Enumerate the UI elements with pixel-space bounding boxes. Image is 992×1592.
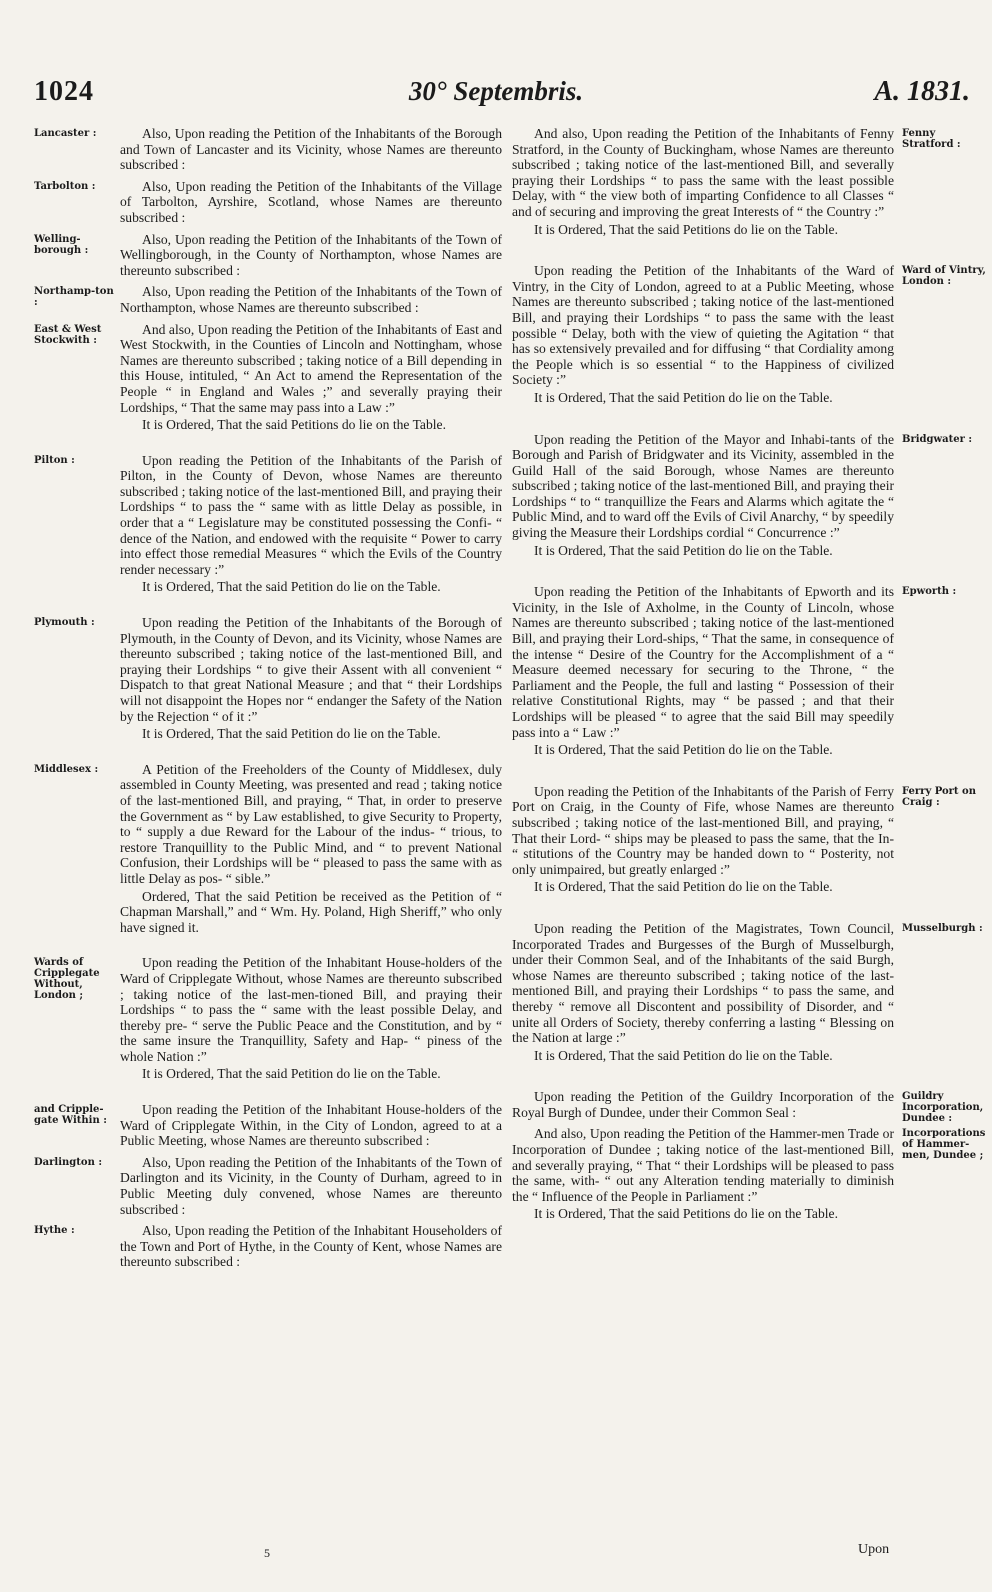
margin-note: Ferry Port on Craig :: [902, 785, 976, 808]
margin-note: Wards of Cripplegate Without, London ;: [34, 957, 100, 1002]
entry-hythe: [34, 1223, 502, 1270]
petition-text: Upon reading the Petition of the Inhabitant House-holders of the Ward of Cripplegate Without, whose Names are thereunto subscribed ; taking notice of the last-men-tioned Bill, and praying their Lordships “ to pass the “ same with the least possible Delay, and thereby pre- “ serve the Public Peace and the Constitution, and by “ the same insure the Tranquillity, Safety and Hap- “ piness of the whole Nation :”: [120, 955, 502, 1064]
entry-wellingborough: [34, 231, 502, 279]
entry-musselburgh: [512, 920, 983, 1063]
petition-text: Upon reading the Petition of the Inhabitants of the Ward of Vintry, in the City of London, agreed to at a Public Meeting, whose Names are thereunto subscribed ; taking notice of the last-mentioned Bill, and praying their Lordships “ to pass the same with the least possible “ Delay, both with the view of quieting the Agitation “ that has so extensively prevailed and for diffusing “ that Cordiality among the People which is so essential “ to the Happiness of civilized Society :”: [512, 263, 894, 388]
order-text: It is Ordered, That the said Petition do lie on the Table.: [534, 879, 833, 895]
petition-text: Also, Upon reading the Petition of the Inhabitants of the Town of Northampton, whose Names are thereunto subscribed :: [120, 284, 502, 315]
petition-text: A Petition of the Freeholders of the County of Middlesex, duly assembled in County Meeting, was presented and read ; taking notice of the last-mentioned Bill, and praying, “ That, in order to preserve the Government as “ by Law established, to give Security to Property, to “ supply a due Reward for the Labour of the indus- “ trious, to restore Tranquillity to the Public Mind, and “ to prevent National Confusion, their Lordships will be “ pleased to pass the same with as little Delay as pos- “ sible.”: [120, 761, 502, 886]
signature-mark: 5: [264, 1546, 270, 1560]
right-column: [512, 126, 986, 1228]
petition-text: Upon reading the Petition of the Inhabitant House-holders of the Ward of Cripplegate Within, in the City of London, agreed to at a Public Meeting, whose Names are thereunto subscribed :: [120, 1102, 502, 1149]
margin-note: Lancaster :: [34, 128, 97, 139]
margin-note: Plymouth :: [34, 617, 95, 629]
entry-pilton: [34, 452, 502, 595]
entry-lancaster: [34, 126, 502, 173]
entry-middlesex: [34, 761, 502, 936]
margin-note: Tarbolton :: [34, 180, 96, 192]
petition-text: Upon reading the Petition of the Inhabitants of the Borough of Plymouth, in the County of Devon, and its Vicinity, whose Names are thereunto subscribed ; taking notice of the last-mentioned Bill, and praying their Lordships “ to give their Assent with all convenient “ Dispatch to that great National Measure ; and that “ their Lordships will not disappoint the Hopes nor “ endanger the Safety of the Nation by the Rejection “ of it :”: [120, 615, 502, 724]
order-text: It is Ordered, That the said Petitions do lie on the Table.: [534, 1206, 838, 1222]
entry-northampton: [34, 284, 502, 315]
petition-text: And also, Upon reading the Petition of the Inhabitants of East and West Stockwith, in the Counties of Lincoln and Nottingham, whose Names are thereunto subscribed ; taking notice of a Bill depending in this House, intituled, “ An Act to amend the Representation of the People “ in England and Wales ;” and severally praying their Lordships, “ That the same may pass into a Law :”: [120, 321, 502, 415]
page-number: 1024: [34, 76, 94, 107]
margin-note: Northamp-ton :: [34, 286, 114, 309]
page-date: 30° Septembris.: [408, 76, 584, 106]
left-column: [34, 126, 502, 1276]
entry-fenny-stratford: [512, 126, 961, 237]
petition-text: Also, Upon reading the Petition of the Inhabitants of the Village of Tarbolton, Ayrshire, Scotland, whose Names are thereunto subscribed :: [120, 178, 502, 225]
entry-vintry: [512, 263, 986, 405]
order-text: It is Ordered, That the said Petitions do lie on the Table.: [534, 221, 838, 237]
petition-text: Upon reading the Petition of the Guildry Incorporation of the Royal Burgh of Dundee, under their Common Seal :: [512, 1089, 894, 1120]
entry-guildry-dundee: [512, 1089, 984, 1125]
order-text: Ordered, That the said Petition be received as the Petition of “ Chapman Marshall,” and “ Wm. Hy. Poland, High Sheriff,” who only have signed it.: [120, 888, 502, 935]
petition-text: And also, Upon reading the Petition of the Inhabitants of Fenny Stratford, in the County of Buckingham, whose Names are thereunto subscribed ; taking notice of the last-mentioned Bill, and severally praying their Lordships “ to pass the same with the least possible Delay, with “ the view both of imparting Confidence to all Classes “ and of securing and improving the great Interests of “ the Country :”: [512, 126, 894, 219]
entry-cripplegate-within: [34, 1102, 502, 1149]
petition-text: Upon reading the Petition of the Magistrates, Town Council, Incorporated Trades and Burgesses of the Burgh of Musselburgh, under their Common Seal, and of the Inhabitants of the said Burgh, whose Names are thereunto subscribed ; taking notice of the last-mentioned Bill, and praying their Lordships “ to pass the same, and thereby “ remove all Discontent and possibility of Disorder, and “ unite all Orders of Society, thereby conferring a lasting “ Blessing on the Nation at large :”: [512, 920, 894, 1046]
margin-note: Pilton :: [34, 454, 75, 466]
margin-note: Ward of Vintry, London :: [902, 265, 986, 288]
petition-text: Upon reading the Petition of the Inhabitants of Epworth and its Vicinity, in the Isle of Axholme, in the County of Lincoln, whose Names are thereunto subscribed ; taking notice of the last-mentioned Bill, and praying their Lord-ships, “ That the same, in consequence of the intense “ Desire of the Country for the Accomplishment of a “ Measure deemed necessary for securing to the Throne, “ the Parliament and the People, the full and lasting “ Possession of their relative Constitutional Rights, may “ be passed ; and that their Lordships will be pleased “ to agree that the said Bill may speedily pass into a “ Law :”: [512, 584, 894, 740]
petition-text: Also, Upon reading the Petition of the Inhabitant Householders of the Town and Port of Hythe, in the County of Kent, whose Names are thereunto subscribed :: [120, 1223, 502, 1270]
catchword: Upon: [858, 1542, 890, 1557]
entry-cripplegate-without: [34, 955, 502, 1082]
entry-ferry-port: [512, 783, 976, 895]
order-text: It is Ordered, That the said Petition do lie on the Table.: [534, 389, 833, 405]
entry-stockwith: [34, 321, 502, 433]
entry-tarbolton: [34, 178, 502, 226]
order-text: It is Ordered, That the said Petition do lie on the Table.: [142, 1066, 441, 1082]
petition-text: Also, Upon reading the Petition of the Inhabitants of the Town of Darlington and its Vicinity, in the County of Durham, agreed to in Public Meeting duly convened, whose Names are thereunto subscribed :: [120, 1154, 502, 1217]
margin-note: Welling-borough :: [34, 233, 89, 256]
petition-text: Also, Upon reading the Petition of the Inhabitants of the Borough and Town of Lancaster and its Vicinity, whose Names are thereunto subscribed :: [120, 126, 502, 173]
order-text: It is Ordered, That the said Petition do lie on the Table.: [534, 1047, 833, 1063]
order-text: It is Ordered, That the said Petitions do lie on the Table.: [142, 417, 446, 433]
margin-note: Darlington :: [34, 1156, 103, 1168]
margin-note: Musselburgh :: [902, 922, 983, 934]
margin-note: Epworth :: [902, 586, 957, 598]
order-text: It is Ordered, That the said Petition do lie on the Table.: [534, 542, 833, 558]
entry-epworth: [512, 584, 957, 758]
order-text: It is Ordered, That the said Petition do lie on the Table.: [142, 726, 441, 742]
page-header: [0, 76, 992, 120]
margin-note: and Cripple-gate Within :: [34, 1104, 107, 1127]
margin-note: East & West Stockwith :: [34, 323, 102, 346]
margin-note: Guildry Incorporation, Dundee :: [902, 1091, 984, 1125]
petition-text: Upon reading the Petition of the Inhabitants of the Parish of Ferry Port on Craig, in the County of Fife, whose Names are thereunto subscribed ; taking notice of the last-mentioned Bill, and praying, “ That their Lord- “ ships may be pleased to pass the same, that the In- “ stitutions of the Country may be handed down to “ Posterity, not only unimpaired, but greatly enlarged :”: [512, 783, 894, 877]
order-text: It is Ordered, That the said Petition do lie on the Table.: [142, 579, 441, 595]
petition-text: Also, Upon reading the Petition of the Inhabitants of the Town of Wellingborough, in the County of Northampton, whose Names are thereunto subscribed :: [120, 231, 502, 278]
margin-note: Middlesex :: [34, 763, 99, 775]
entry-bridgwater: [512, 431, 973, 559]
petition-text: Upon reading the Petition of the Inhabitants of the Parish of Pilton, in the County of Devon, whose Names are thereunto subscribed ; taking notice of the last-mentioned Bill, and praying their Lordships “ to pass the “ same with as little Delay as possible, in order that a “ Legislature may be constituted possessing the Confi- “ dence of the Nation, and endowed with the requisite “ Power to carry into effect those remedial Measures “ which the Evils of the Country render necessary :”: [120, 452, 502, 577]
entry-darlington: [34, 1154, 502, 1217]
margin-note: Bridgwater :: [902, 433, 973, 445]
petition-text: And also, Upon reading the Petition of the Hammer-men Trade or Incorporation of Dundee ; taking notice of the last-mentioned Bill, and severally praying, “ That “ their Lordships will be pleased to pass the same, with- “ out any Alteration tending materially to diminish the “ Influence of the People in Parliament :”: [512, 1126, 894, 1204]
entry-hammermen-dundee: [512, 1126, 986, 1222]
page-year: A. 1831.: [874, 76, 970, 107]
order-text: It is Ordered, That the said Petition do lie on the Table.: [534, 742, 833, 758]
margin-note: Incorporations of Hammer-men, Dundee ;: [902, 1128, 986, 1162]
entry-plymouth: [34, 615, 502, 742]
petition-text: Upon reading the Petition of the Mayor and Inhabi-tants of the Borough and Parish of Bridgwater and its Vicinity, assembled in the Guild Hall of the said Borough, whose Names are thereunto subscribed ; taking notice of the last-mentioned Bill, and praying their Lordships “ to “ tranquillize the Fears and Alarms which agitate the “ Public Mind, and to ward off the Evils of Civil Anarchy, “ by speedily giving the Measure their Lordships cordial “ Concurrence :”: [512, 431, 894, 541]
margin-note: Fenny Stratford :: [902, 128, 961, 150]
margin-note: Hythe :: [34, 1225, 75, 1237]
